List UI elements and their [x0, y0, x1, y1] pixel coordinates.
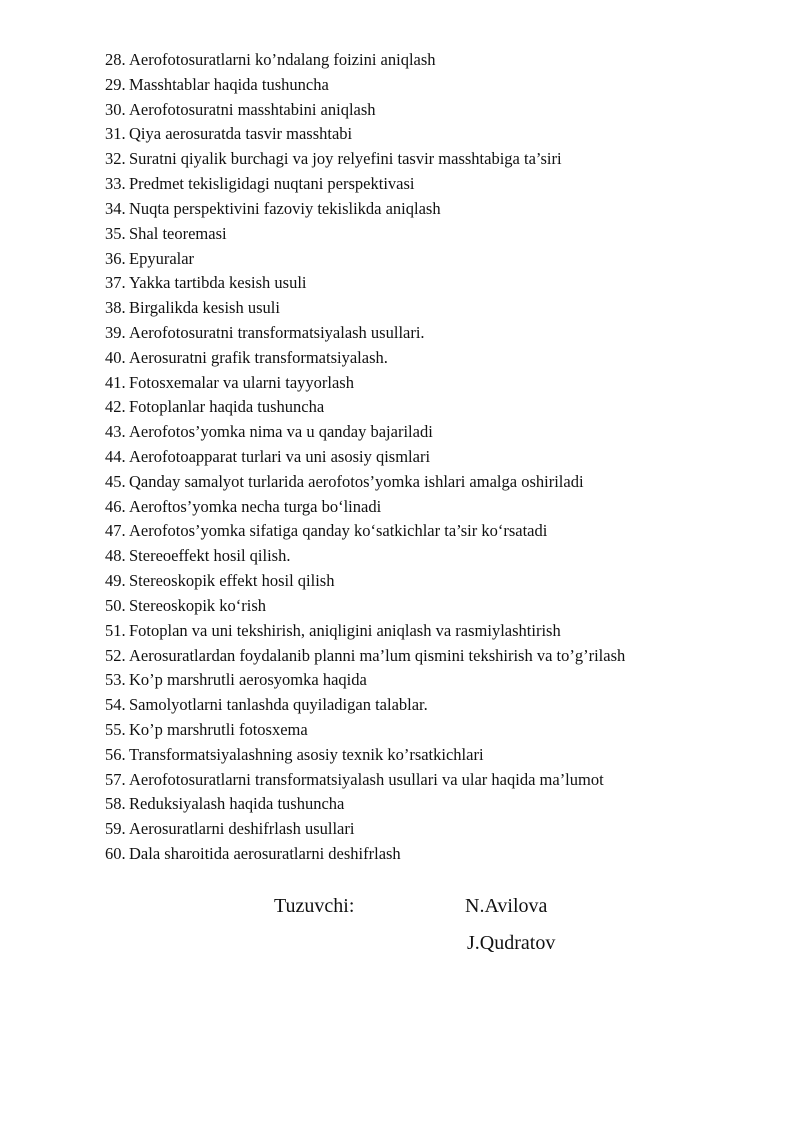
question-text: Fotosxemalar va ularni tayyorlash	[129, 372, 354, 392]
question-item	[105, 619, 625, 644]
question-number: 58.	[105, 794, 126, 814]
question-number: 44.	[105, 447, 126, 466]
question-text: Yakka tartibda kesish usuli	[129, 273, 307, 293]
question-item	[105, 98, 625, 123]
question-text: Qiya aerosuratda tasvir masshtabi	[129, 124, 353, 144]
question-item	[105, 122, 625, 147]
question-text: Ko’p marshrutli fotosxema	[129, 719, 308, 739]
question-item	[105, 668, 625, 693]
question-text: Aerofotos’yomka sifatiga qanday ko‘satkichlar ta’sir ko‘rsatadi	[129, 521, 548, 541]
question-item	[105, 222, 625, 247]
question-text: Qanday samalyot turlarida aerofotos’yomka ishlari amalga oshiriladi	[129, 471, 584, 491]
question-number: 31.	[105, 124, 126, 144]
question-number: 37.	[105, 273, 126, 293]
question-number: 57.	[105, 769, 126, 789]
question-text: Aeroftos’yomka necha turga bo‘linadi	[129, 496, 382, 516]
question-item	[105, 371, 625, 396]
question-item	[105, 445, 625, 470]
question-text: Aerofotosuratni masshtabini aniqlash	[129, 99, 376, 119]
question-text: Ko’p marshrutli aerosyomka haqida	[129, 670, 367, 690]
question-item	[105, 296, 625, 321]
question-text: Epyuralar	[129, 248, 195, 268]
question-text: Stereoskopik effekt hosil qilish	[129, 571, 335, 591]
question-text: Reduksiyalash haqida tushuncha	[129, 794, 345, 814]
question-number: 36.	[105, 248, 126, 268]
question-number: 50.	[105, 595, 126, 615]
question-item	[105, 395, 625, 420]
question-item	[105, 147, 625, 172]
question-number: 35.	[105, 223, 126, 243]
question-text: Shal teoremasi	[129, 223, 227, 243]
question-number: 43.	[105, 422, 126, 442]
question-item	[105, 693, 625, 718]
question-text: Aerofotosuratni transformatsiyalash usullari.	[129, 322, 425, 342]
question-number: 60.	[105, 844, 126, 863]
compiler-name: N.Avilova	[465, 895, 548, 917]
question-item	[105, 842, 625, 867]
question-number: 54.	[105, 695, 126, 715]
question-number: 42.	[105, 397, 126, 417]
question-item	[105, 519, 625, 544]
question-item	[105, 817, 625, 842]
question-item	[105, 569, 625, 594]
question-text: Stereoskopik ko‘rish	[129, 595, 267, 615]
question-item	[105, 73, 625, 98]
question-text: Aerosuratlarni deshifrlash usullari	[129, 819, 355, 839]
question-number: 51.	[105, 620, 126, 640]
question-number: 48.	[105, 546, 126, 566]
question-number: 32.	[105, 149, 126, 169]
question-text: Suratni qiyalik burchagi va joy relyefini tasvir masshtabiga ta’siri	[129, 149, 562, 169]
question-number: 52.	[105, 645, 126, 665]
question-number: 41.	[105, 372, 126, 392]
question-text: Aerofotosuratlarni ko’ndalang foizini aniqlash	[129, 50, 436, 69]
question-text: Transformatsiyalashning asosiy texnik ko’rsatkichlari	[129, 744, 484, 764]
question-text: Stereoeffekt hosil qilish.	[129, 546, 291, 566]
question-item	[105, 495, 625, 520]
question-number: 40.	[105, 347, 126, 367]
question-item	[105, 470, 625, 495]
compiler-label: Tuzuvchi:	[274, 895, 355, 917]
question-number: 28.	[105, 50, 126, 69]
question-number: 38.	[105, 298, 126, 318]
question-text: Aerofotoapparat turlari va uni asosiy qismlari	[129, 447, 431, 466]
question-text: Aerosuratni grafik transformatsiyalash.	[129, 347, 388, 367]
question-number: 45.	[105, 471, 126, 491]
question-number: 34.	[105, 198, 126, 218]
question-number: 47.	[105, 521, 126, 541]
question-item	[105, 544, 625, 569]
question-item	[105, 768, 625, 793]
question-item	[105, 197, 625, 222]
question-number: 33.	[105, 174, 126, 194]
question-text: Samolyotlarni tanlashda quyiladigan talablar.	[129, 695, 428, 715]
question-text: Nuqta perspektivini fazoviy tekislikda aniqlash	[129, 198, 441, 218]
question-number: 53.	[105, 670, 126, 690]
question-text: Fotoplan va uni tekshirish, aniqligini aniqlash va rasmiylashtirish	[129, 620, 561, 640]
question-number: 39.	[105, 322, 126, 342]
question-item	[105, 792, 625, 817]
question-number: 46.	[105, 496, 126, 516]
question-item	[105, 48, 625, 73]
question-item	[105, 594, 625, 619]
question-text: Aerofotosuratlarni transformatsiyalash usullari va ular haqida ma’lumot	[129, 769, 604, 789]
question-item	[105, 644, 625, 669]
question-number: 55.	[105, 719, 126, 739]
question-item	[105, 321, 625, 346]
question-text: Fotoplanlar haqida tushuncha	[129, 397, 325, 417]
question-text: Aerofotos’yomka nima va u qanday bajariladi	[129, 422, 433, 442]
compiler-name: J.Qudratov	[467, 932, 556, 954]
question-item	[105, 247, 625, 272]
question-list	[105, 48, 625, 867]
question-item	[105, 420, 625, 445]
question-number: 56.	[105, 744, 126, 764]
question-number: 30.	[105, 99, 126, 119]
question-item	[105, 346, 625, 371]
question-number: 49.	[105, 571, 126, 591]
question-text: Dala sharoitida aerosuratlarni deshifrlash	[129, 844, 401, 863]
question-number: 59.	[105, 819, 126, 839]
question-item	[105, 743, 625, 768]
question-item	[105, 172, 625, 197]
question-text: Aerosuratlardan foydalanib planni ma’lum qismini tekshirish va to’g’rilash	[129, 645, 626, 665]
question-item	[105, 271, 625, 296]
question-text: Masshtablar haqida tushuncha	[129, 74, 329, 94]
question-number: 29.	[105, 74, 126, 94]
question-item	[105, 718, 625, 743]
question-text: Birgalikda kesish usuli	[129, 298, 280, 318]
question-text: Predmet tekisligidagi nuqtani perspektivasi	[129, 174, 415, 194]
